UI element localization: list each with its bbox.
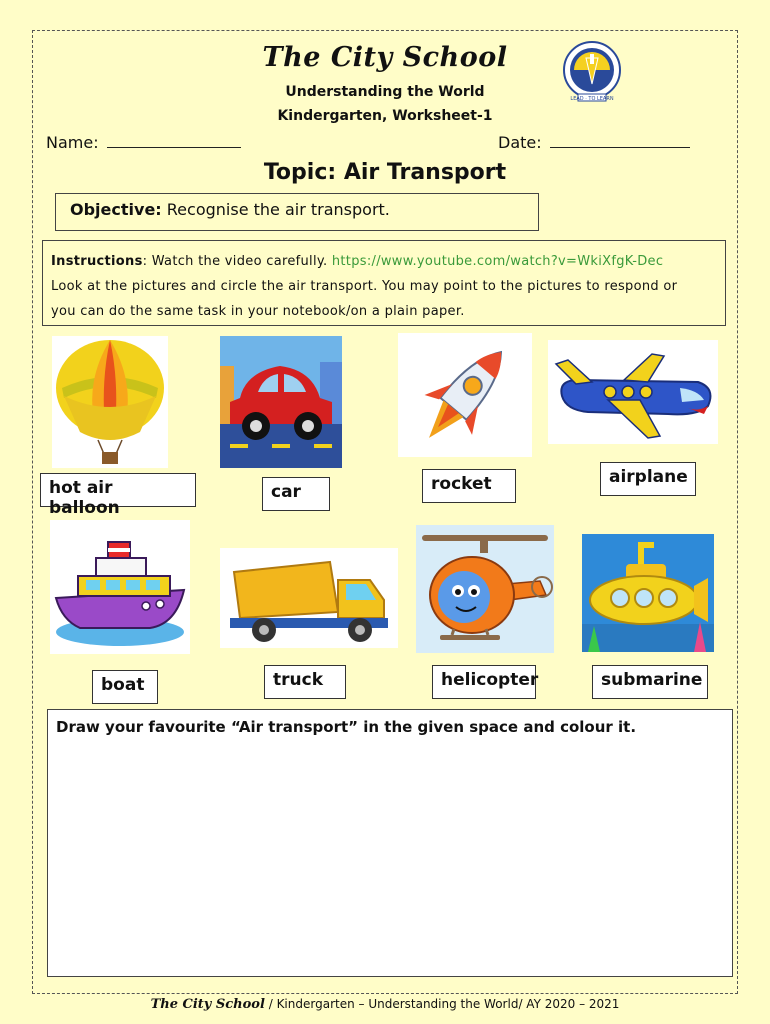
objective-text: Recognise the air transport. (166, 200, 390, 219)
instructions-text-1: : Watch the video carefully. (142, 254, 328, 269)
hot-air-balloon-icon[interactable] (52, 336, 168, 468)
logo-motto: LEAD · TO LEARN (570, 96, 614, 102)
objective-label: Objective: (70, 200, 162, 219)
rocket-icon[interactable] (398, 333, 532, 457)
footer (0, 997, 770, 1012)
car-icon[interactable] (220, 336, 342, 468)
instructions-text-2: Look at the pictures and circle the air transport. You may point to the pictures to respond or (51, 279, 678, 294)
footer-school: The City School (150, 997, 265, 1012)
instructions-box (42, 240, 726, 326)
drawing-instruction: Draw your favourite “Air transport” in the given space and colour it. (56, 718, 637, 736)
date-blank[interactable] (550, 133, 690, 148)
name-field (46, 133, 241, 152)
label-hot-air-balloon[interactable]: hot air balloon (40, 473, 196, 507)
video-link[interactable]: https://www.youtube.com/watch?v=WkiXfgK-Dec (331, 254, 664, 269)
worksheet-heading: Kindergarten, Worksheet-1 (277, 108, 493, 124)
name-blank[interactable] (107, 133, 241, 148)
airplane-icon[interactable] (548, 340, 718, 444)
submarine-icon[interactable] (582, 534, 714, 652)
instructions-text-3: you can do the same task in your notebook/on a plain paper. (51, 304, 465, 319)
truck-icon[interactable] (220, 548, 398, 648)
name-label: Name: (46, 133, 99, 152)
topic-title: Topic: Air Transport (263, 160, 507, 185)
date-label: Date: (498, 133, 542, 152)
school-title: The City School (262, 42, 508, 73)
school-logo-icon (560, 40, 624, 104)
label-car[interactable]: car (262, 477, 330, 511)
date-field (498, 133, 690, 152)
label-helicopter[interactable]: helicopter (432, 665, 536, 699)
label-rocket[interactable]: rocket (422, 469, 516, 503)
label-truck[interactable]: truck (264, 665, 346, 699)
footer-text: / Kindergarten – Understanding the World/ AY 2020 – 2021 (264, 997, 620, 1011)
boat-icon[interactable] (50, 520, 190, 654)
instructions-label: Instructions (51, 254, 143, 269)
label-boat[interactable]: boat (92, 670, 158, 704)
drawing-area[interactable] (47, 709, 733, 977)
label-submarine[interactable]: submarine (592, 665, 708, 699)
label-airplane[interactable]: airplane (600, 462, 696, 496)
helicopter-icon[interactable] (416, 525, 554, 653)
subject-heading: Understanding the World (285, 84, 485, 100)
objective-box (55, 193, 539, 231)
